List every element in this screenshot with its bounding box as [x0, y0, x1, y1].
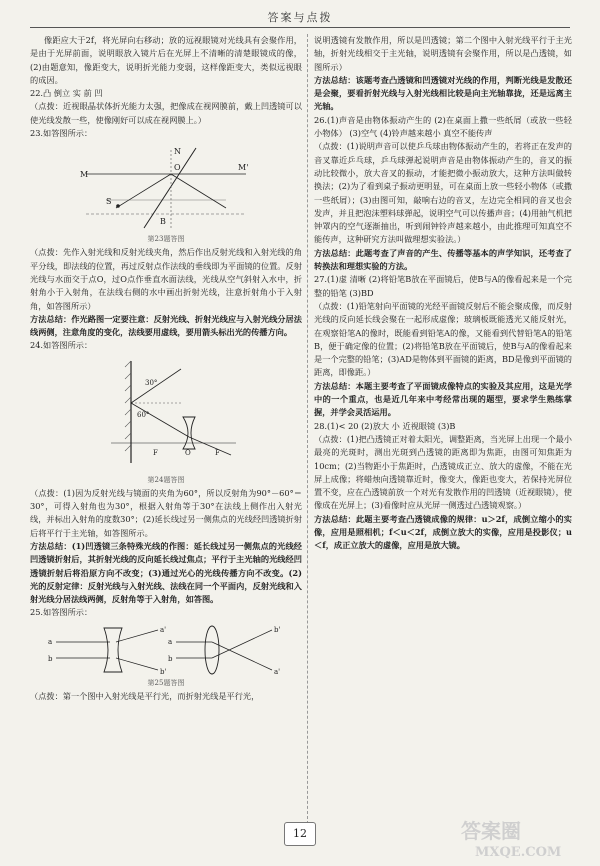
summary-28: 方法总结：此题主要考查凸透镜成像的规律：u＞2f，成倒立缩小的实像，应用是照相机；f＜u＜2f，成倒立放大的实像，应用是投影仪；u＜f，成正立放大的虚像，应用是放大镜。 — [314, 513, 572, 551]
answer-24: 24.如答图所示： — [30, 340, 93, 351]
fig24-label-o: O — [185, 448, 191, 457]
fig24-label-60: 60° — [137, 410, 150, 419]
fig23-label-o: O — [174, 163, 181, 173]
fig25-label-b2-prime: b' — [274, 625, 281, 634]
summary-25: 方法总结：该题考查凸透镜和凹透镜对光线的作用，判断光线是发散还是会聚，要看折射光线与入射光线相比较是向主光轴靠拢，还是远离主光轴。 — [314, 74, 572, 112]
note-23: （点拨：先作入射光线和反射光线夹角，然后作出反射光线和入射光线的角平分线，即法线的位置，再过反射点作法线的垂线即为平面镜的位置。反射光线与水面交于点O，过O点作垂直水面法线，光线从空气斜射入水中，折射角小于入射角，在法线右侧的水中画出折射光线，注意折射角小于入射角，如答图所示） — [30, 247, 302, 311]
page-number: 12 — [270, 822, 330, 844]
answer-23: 23.如答图所示： — [30, 128, 93, 139]
intro-paragraph: 像距应大于2f，将光屏向右移动；放的远视眼镜对光线具有会聚作用，是由于光屏前面，说明眼放入镜片后在光屏上不清晰的清楚眼镜成的像，(2)由题意知，像距变大，说明折光能力变弱，这样像距变大，类似远视眼的成因。 — [30, 35, 302, 85]
figure-24 — [30, 355, 302, 485]
fig23-label-n: N — [174, 147, 181, 157]
svg-text:答案圈: 答案圈 — [461, 819, 521, 843]
fig24-label-30: 30° — [145, 378, 158, 387]
fig23-label-s: S — [106, 197, 112, 207]
answer-28: 28.(1)< 20 (2)放大 小 近视眼镜 (3)B — [314, 420, 456, 431]
figure-23 — [30, 142, 302, 244]
fig25-label-a2-prime: a' — [274, 667, 281, 676]
figure-23-caption: 第23题答图 — [147, 235, 185, 244]
answer-26: 26.(1)声音是由物体振动产生的 (2)在桌面上撒一些纸屑（或放一些轻小物体） (3)空气 (4)铃声越来越小 真空不能传声 — [314, 114, 572, 139]
note-24: （点拨：(1)因为反射光线与镜面的夹角为60°，所以反射角为90°－60°＝30°，可得入射角也为30°，根据入射角等于30°在法线上侧作出入射光线，并标出入射角的度数30°；(2)延长线过另一侧焦点的光线经凹透镜折射后将平行于主光轴，如答图所示。 — [30, 487, 302, 538]
fig25-label-b1-prime: b' — [160, 667, 167, 676]
summary-27: 方法总结：本题主要考查了平面镜成像特点的实验及其应用，这是光学中的一个重点，也是近几年来中考经常出现的题型，要求学生熟练掌握，并学会灵活运用。 — [314, 380, 572, 418]
figure-25 — [30, 622, 302, 688]
figure-24-caption: 第24题答图 — [147, 475, 185, 484]
fig25-label-a2: a — [168, 637, 173, 646]
fig23-label-m: M — [80, 170, 89, 180]
fig24-label-f-right: F — [215, 448, 220, 457]
watermark-logo — [455, 814, 595, 860]
summary-26: 方法总结：此题考查了声音的产生、传播等基本的声学知识，还考查了转换法和理想实验的方法。 — [314, 247, 572, 272]
answer-27: 27.(1)虚 清晰 (2)将铅笔B放在平面镜后，使B与A的像看起来是一个完整的铅笔 (3)BD — [314, 274, 572, 298]
fig25-label-a1-prime: a' — [160, 625, 167, 634]
fig23-label-b: B — [160, 217, 166, 227]
figure-25-caption: 第25题答图 — [147, 678, 185, 687]
header-rule — [30, 27, 570, 28]
fig24-label-f-left: F — [153, 448, 158, 457]
summary-24: 方法总结：(1)凹透镜三条特殊光线的作图：延长线过另一侧焦点的光线经凹透镜折射后，其折射光线的反向延长线过焦点；平行于主光轴的光线经凹透镜折射后将沿原方向不改变；(3)通过光心的光线传播方向不改变。(2)光的反射定律：反射光线与入射光线、法线在同一个平面内，反射光线和入射光线分居法线两侧，反射角等于入射角，如答图。 — [30, 540, 302, 605]
note-28: （点拨：(1)把凸透镜正对着太阳光，调整距离，当光屏上出现一个最小最亮的光斑时，测出光斑到凸透镜的距离即为焦距，由图可知焦距为10cm；(2)当物距小于焦距时，凸透镜成正立、放大的虚像，不能在光屏上成像；将蜡烛向透镜靠近时，像变大，像距也变大，若保持光屏位置不变，应在凸透镜前放一个对光有发散作用的凹透镜（近视眼镜），使像成在光屏上；(3)看像时应从光屏一侧透过凸透镜观察。） — [314, 433, 572, 511]
note-25-continued: 说明透镜有发散作用，所以是凹透镜；第二个图中入射光线平行于主光轴，折射光线相交于主光轴，说明透镜有会聚作用，所以是凸透镜，如图所示） — [314, 35, 572, 72]
note-25: （点拨：第一个图中入射光线是平行光，而折射光线是平行光， — [30, 690, 260, 701]
fig25-label-a1: a — [48, 637, 53, 646]
note-27: （点拨：(1)铅笔射向平面镜的光经平面镜反射后不能会聚成像，而反射光线的反向延长线会聚在一起形成虚像；玻璃板既能透光又能反射光，在观察铅笔A的像时，既能看到铅笔A的像，又能看到代替铅笔A的铅笔B，便于确定像的位置；(2)将铅笔B放在平面镜后，使B与A的像看起来是一个完整的铅笔；(3)AD是物体到平面镜的距离，BD是像到平面镜的距离，即像距。） — [314, 300, 572, 378]
svg-text:MXQE.COM: MXQE.COM — [475, 845, 562, 860]
fig25-label-b1: b — [48, 654, 53, 663]
summary-23: 方法总结：作光路图一定要注意：反射光线、折射光线应与入射光线分居法线两侧，注意角度的变化，法线要用虚线，要用箭头标出光的传播方向。 — [30, 313, 302, 338]
answer-22: 22.凸 倒立 实 前 凹 — [30, 88, 103, 99]
page-header: 答案与点拨 — [267, 11, 333, 24]
left-column — [30, 34, 302, 703]
note-26: （点拨：(1)说明声音可以使乒乓球由物体振动产生的，若将正在发声的音叉靠近乒乓球，乒乓球弹起说明声音是由物体振动产生的，音叉的振动比较微小，放大音叉的振动，才能把微小振动放大，这种方法叫做转换法；(2)为了看到桌子振动更明显，可在桌面上放一些轻小物体（或撒一些纸屑）；(3)由图可知，敲响右边的音叉，左边完全相同的音叉也会发声，并且把泡沫塑料球弹起，说明空气可以传播声音；(4)用抽气机把钟罩内的空气逐渐抽出，听到闹钟铃声越来越小，由此推理可知真空不能传声，这种研究方法叫做理想实验法。） — [314, 141, 572, 245]
column-divider — [307, 34, 308, 834]
fig23-label-m-prime: M' — [238, 163, 249, 173]
fig25-label-b2: b — [168, 654, 173, 663]
right-column — [314, 34, 572, 553]
answer-25: 25.如答图所示： — [30, 607, 93, 618]
note-22: （点拨：近视眼晶状体折光能力太强，把像成在视网膜前，戴上凹透镜可以使光线发散一些，使像刚好可以成在视网膜上。） — [30, 101, 302, 125]
